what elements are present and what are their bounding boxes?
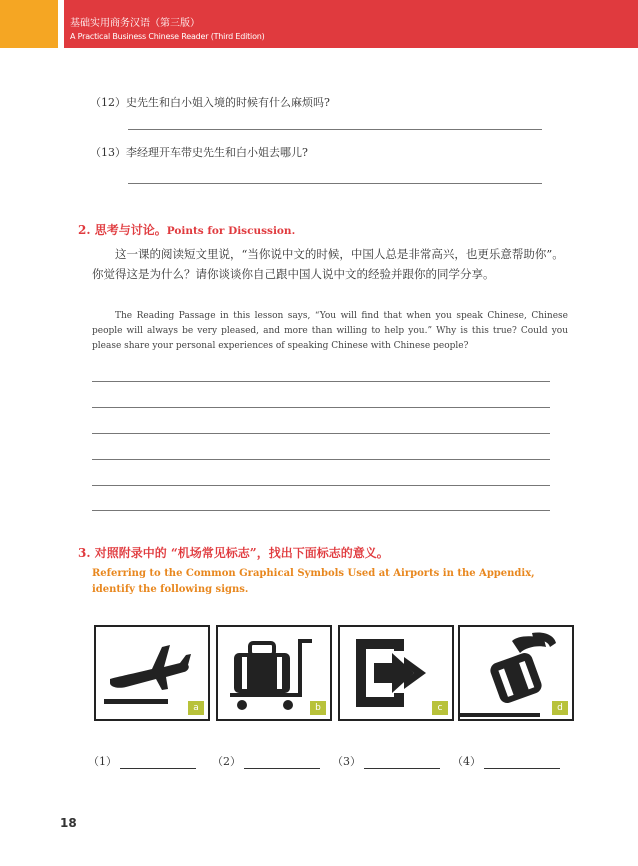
answer-blank[interactable]: [364, 757, 440, 769]
question-text: 史先生和白小姐入境的时候有什么麻烦吗?: [126, 96, 330, 109]
blank-1: [88, 755, 196, 769]
blank-2: [212, 755, 320, 769]
answer-line[interactable]: [92, 510, 550, 511]
answer-line[interactable]: [92, 433, 550, 434]
section-2-title-en: Points for Discussion.: [166, 225, 296, 237]
answer-line[interactable]: [128, 129, 542, 130]
answer-blank[interactable]: [120, 757, 196, 769]
section-3-title-en: Referring to the Common Graphical Symbols Used at Airports in the Appendix, identify the following signs.: [92, 568, 535, 595]
question-12: [90, 96, 330, 110]
question-text: 李经理开车带史先生和白小姐去哪儿?: [126, 146, 308, 159]
sign-label: d: [552, 701, 568, 715]
section-2-title: [78, 222, 295, 239]
blank-number: （3）: [332, 755, 361, 768]
blank-number: （4）: [452, 755, 481, 768]
page-number: 18: [60, 816, 77, 830]
blank-3: [332, 755, 440, 769]
sign-c: [338, 625, 454, 721]
section-2-title-zh: 2. 思考与讨论。: [78, 223, 167, 237]
answer-blank[interactable]: [244, 757, 320, 769]
answer-line[interactable]: [128, 183, 542, 184]
answer-blank[interactable]: [484, 757, 560, 769]
answer-line[interactable]: [92, 407, 550, 408]
sign-a: [94, 625, 210, 721]
question-13: [90, 146, 308, 160]
blank-number: （2）: [212, 755, 241, 768]
answer-line[interactable]: [92, 459, 550, 460]
book-subtitle: A Practical Business Chinese Reader (Third Edition): [70, 32, 265, 41]
sign-label: a: [188, 701, 204, 715]
section-3-title: 3. 对照附录中的 “机场常见标志”，找出下面标志的意义。: [78, 546, 389, 560]
sign-label: b: [310, 701, 326, 715]
question-number: （13）: [90, 146, 126, 159]
sign-b: [216, 625, 332, 721]
header-band: [0, 0, 638, 48]
header-divider: [58, 0, 64, 48]
answer-line[interactable]: [92, 485, 550, 486]
blank-4: [452, 755, 560, 769]
section-2-prompt-en: The Reading Passage in this lesson says, “You will find that when you speak Chinese, Chinese people will always be very pleased, and more than willing to help you.” Why is this true? Could you please share your personal experiences of speaking Chinese with Chinese people?: [92, 311, 568, 351]
blank-number: （1）: [88, 755, 117, 768]
answer-line[interactable]: [92, 381, 550, 382]
book-title: 基础实用商务汉语（第三版）: [70, 18, 200, 29]
sign-label: c: [432, 701, 448, 715]
sign-d: [458, 625, 574, 721]
section-2-prompt-zh: 这一课的阅读短文里说，“当你说中文的时候，中国人总是非常高兴，也更乐意帮助你”。你觉得这是为什么？请你谈谈你自己跟中国人说中文的经验并跟你的同学分享。: [92, 247, 564, 281]
question-number: （12）: [90, 96, 126, 109]
